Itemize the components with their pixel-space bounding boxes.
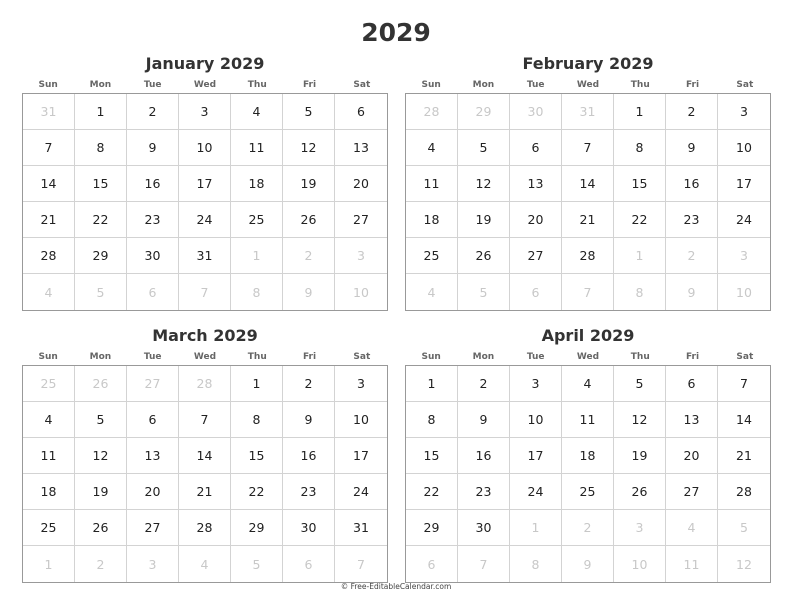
day-cell: 18 <box>406 202 458 238</box>
day-cell: 22 <box>614 202 666 238</box>
day-cell: 2 <box>127 94 179 130</box>
day-cell-adjacent-month: 2 <box>562 510 614 546</box>
day-cell-adjacent-month: 3 <box>127 546 179 582</box>
day-cell: 17 <box>335 438 387 474</box>
day-cell: 14 <box>562 166 614 202</box>
day-cell: 16 <box>127 166 179 202</box>
weekday-header-row <box>22 349 388 365</box>
month-march <box>22 325 388 583</box>
day-cell-adjacent-month: 9 <box>666 274 718 310</box>
weekday-label: Mon <box>89 352 112 362</box>
day-cell: 3 <box>510 366 562 402</box>
day-cell-adjacent-month: 8 <box>614 274 666 310</box>
day-cell: 18 <box>23 474 75 510</box>
day-cell-adjacent-month: 4 <box>23 274 75 310</box>
day-cell: 25 <box>23 510 75 546</box>
month-title: January 2029 <box>145 54 265 73</box>
day-cell: 26 <box>614 474 666 510</box>
weekday-label: Sat <box>736 80 754 90</box>
weekday-label: Tue <box>143 80 162 90</box>
day-cell-adjacent-month: 3 <box>335 238 387 274</box>
day-cell: 31 <box>179 238 231 274</box>
day-cell-adjacent-month: 5 <box>231 546 283 582</box>
day-cell-adjacent-month: 9 <box>283 274 335 310</box>
weekday-label: Tue <box>143 352 162 362</box>
day-cell: 30 <box>458 510 510 546</box>
day-cell-adjacent-month: 7 <box>357 556 365 572</box>
day-cell: 23 <box>666 202 718 238</box>
day-cell: 17 <box>510 438 562 474</box>
day-cell: 14 <box>179 438 231 474</box>
day-cell-adjacent-month: 1 <box>231 238 283 274</box>
weekday-header-row <box>22 77 388 93</box>
day-cell-adjacent-month: 30 <box>510 94 562 130</box>
day-cell: 4 <box>23 402 75 438</box>
weekday-label: Wed <box>193 352 217 362</box>
day-grid <box>22 365 388 583</box>
day-cell: 16 <box>666 166 718 202</box>
weekday-header-row <box>405 349 771 365</box>
day-cell: 1 <box>231 366 283 402</box>
day-cell-adjacent-month: 7 <box>458 546 510 582</box>
day-cell: 28 <box>718 474 770 510</box>
day-cell: 15 <box>406 438 458 474</box>
day-cell: 31 <box>335 510 387 546</box>
day-cell: 15 <box>231 438 283 474</box>
day-cell: 22 <box>406 474 458 510</box>
day-cell: 1 <box>614 94 666 130</box>
weekday-header-row <box>405 77 771 93</box>
day-cell: 6 <box>510 130 562 166</box>
day-grid <box>405 93 771 311</box>
day-cell-adjacent-month: 6 <box>283 546 335 582</box>
day-cell-adjacent-month: 26 <box>75 366 127 402</box>
day-cell: 17 <box>718 166 770 202</box>
day-cell: 14 <box>718 402 770 438</box>
day-cell: 10 <box>335 402 387 438</box>
day-cell-adjacent-month: 27 <box>127 366 179 402</box>
day-cell: 19 <box>458 202 510 238</box>
day-cell-adjacent-month: 1 <box>23 546 75 582</box>
day-cell: 20 <box>127 474 179 510</box>
day-cell: 24 <box>335 474 387 510</box>
day-cell: 6 <box>666 366 718 402</box>
day-cell: 3 <box>718 94 770 130</box>
weekday-label: Sat <box>353 352 371 362</box>
weekday-label: Thu <box>630 80 650 90</box>
day-cell: 24 <box>510 474 562 510</box>
day-cell-adjacent-month: 8 <box>231 274 283 310</box>
day-cell-adjacent-month: 3 <box>718 238 770 274</box>
day-cell: 11 <box>562 402 614 438</box>
day-grid <box>405 365 771 583</box>
day-cell: 21 <box>23 202 75 238</box>
day-cell-adjacent-month: 2 <box>75 546 127 582</box>
day-cell: 29 <box>231 510 283 546</box>
day-cell-adjacent-month: 31 <box>562 94 614 130</box>
month-february <box>405 53 771 311</box>
weekday-label: Thu <box>247 352 267 362</box>
day-cell-adjacent-month: 9 <box>562 546 614 582</box>
day-cell: 10 <box>179 130 231 166</box>
day-cell: 15 <box>75 166 127 202</box>
day-cell-adjacent-month: 12 <box>736 556 752 572</box>
day-cell-adjacent-month: 10 <box>736 284 752 300</box>
day-cell: 5 <box>614 366 666 402</box>
day-cell: 13 <box>666 402 718 438</box>
day-cell-adjacent-month: 10 <box>353 284 369 300</box>
day-cell-adjacent-month: 1 <box>510 510 562 546</box>
day-cell-adjacent-month: 7 <box>562 274 614 310</box>
copyright-footer: © Free-EditableCalendar.com <box>340 582 452 591</box>
day-cell: 11 <box>231 130 283 166</box>
day-cell-adjacent-month: 5 <box>458 274 510 310</box>
day-cell: 28 <box>179 510 231 546</box>
day-cell: 18 <box>562 438 614 474</box>
day-cell: 19 <box>283 166 335 202</box>
day-cell: 29 <box>75 238 127 274</box>
day-cell-adjacent-month: 29 <box>458 94 510 130</box>
day-cell: 12 <box>458 166 510 202</box>
day-cell-adjacent-month: 2 <box>666 238 718 274</box>
day-cell: 1 <box>406 366 458 402</box>
day-cell: 8 <box>614 130 666 166</box>
day-cell: 7 <box>179 402 231 438</box>
weekday-label: Sun <box>38 80 58 90</box>
day-cell: 11 <box>406 166 458 202</box>
weekday-label: Tue <box>526 80 545 90</box>
day-cell-adjacent-month: 11 <box>666 546 718 582</box>
day-cell: 4 <box>231 94 283 130</box>
day-cell-adjacent-month: 4 <box>406 274 458 310</box>
weekday-label: Fri <box>302 80 317 90</box>
weekday-label: Fri <box>302 352 317 362</box>
day-cell: 15 <box>614 166 666 202</box>
weekday-label: Sat <box>736 352 754 362</box>
day-cell: 8 <box>231 402 283 438</box>
day-cell: 29 <box>406 510 458 546</box>
day-cell: 7 <box>23 130 75 166</box>
weekday-label: Fri <box>685 352 700 362</box>
weekday-label: Mon <box>89 80 112 90</box>
day-cell: 25 <box>562 474 614 510</box>
day-cell-adjacent-month: 2 <box>283 238 335 274</box>
day-cell: 12 <box>283 130 335 166</box>
day-cell: 1 <box>75 94 127 130</box>
day-cell: 20 <box>335 166 387 202</box>
day-grid <box>22 93 388 311</box>
day-cell: 26 <box>283 202 335 238</box>
day-cell: 13 <box>127 438 179 474</box>
day-cell: 22 <box>231 474 283 510</box>
day-cell: 23 <box>283 474 335 510</box>
day-cell-adjacent-month: 4 <box>179 546 231 582</box>
month-title: March 2029 <box>152 326 258 345</box>
day-cell: 20 <box>510 202 562 238</box>
day-cell-adjacent-month: 25 <box>23 366 75 402</box>
day-cell: 9 <box>283 402 335 438</box>
weekday-label: Tue <box>526 352 545 362</box>
month-april <box>405 325 771 583</box>
day-cell: 21 <box>179 474 231 510</box>
day-cell: 18 <box>231 166 283 202</box>
day-cell: 20 <box>666 438 718 474</box>
day-cell: 2 <box>283 366 335 402</box>
day-cell: 27 <box>666 474 718 510</box>
weekday-label: Mon <box>472 352 495 362</box>
day-cell: 24 <box>718 202 770 238</box>
day-cell-adjacent-month: 6 <box>510 274 562 310</box>
day-cell-adjacent-month: 28 <box>406 94 458 130</box>
weekday-label: Thu <box>630 352 650 362</box>
day-cell: 2 <box>458 366 510 402</box>
weekday-label: Wed <box>193 80 217 90</box>
day-cell: 25 <box>406 238 458 274</box>
day-cell: 6 <box>335 94 387 130</box>
month-title: April 2029 <box>541 326 635 345</box>
day-cell: 6 <box>127 402 179 438</box>
weekday-label: Sun <box>421 80 441 90</box>
day-cell: 4 <box>406 130 458 166</box>
day-cell: 14 <box>23 166 75 202</box>
day-cell: 11 <box>23 438 75 474</box>
day-cell: 8 <box>406 402 458 438</box>
day-cell: 2 <box>666 94 718 130</box>
day-cell: 24 <box>179 202 231 238</box>
day-cell: 21 <box>718 438 770 474</box>
day-cell: 27 <box>335 202 387 238</box>
month-title: February 2029 <box>522 54 654 73</box>
day-cell: 3 <box>335 366 387 402</box>
day-cell: 22 <box>75 202 127 238</box>
day-cell-adjacent-month: 10 <box>614 546 666 582</box>
day-cell: 4 <box>562 366 614 402</box>
day-cell: 27 <box>510 238 562 274</box>
day-cell: 30 <box>283 510 335 546</box>
month-january <box>22 53 388 311</box>
day-cell: 7 <box>718 366 770 402</box>
day-cell: 10 <box>718 130 770 166</box>
weekday-label: Sun <box>38 352 58 362</box>
day-cell: 16 <box>458 438 510 474</box>
year-title: 2029 <box>361 18 431 47</box>
day-cell-adjacent-month: 31 <box>23 94 75 130</box>
day-cell-adjacent-month: 6 <box>127 274 179 310</box>
day-cell: 3 <box>179 94 231 130</box>
day-cell: 28 <box>562 238 614 274</box>
day-cell-adjacent-month: 1 <box>614 238 666 274</box>
weekday-label: Wed <box>576 80 600 90</box>
day-cell: 5 <box>458 130 510 166</box>
day-cell: 16 <box>283 438 335 474</box>
day-cell: 10 <box>510 402 562 438</box>
weekday-label: Sun <box>421 352 441 362</box>
day-cell-adjacent-month: 3 <box>614 510 666 546</box>
day-cell-adjacent-month: 6 <box>406 546 458 582</box>
day-cell-adjacent-month: 28 <box>179 366 231 402</box>
day-cell: 23 <box>127 202 179 238</box>
day-cell: 13 <box>510 166 562 202</box>
day-cell: 19 <box>614 438 666 474</box>
day-cell: 5 <box>283 94 335 130</box>
day-cell-adjacent-month: 7 <box>179 274 231 310</box>
day-cell: 26 <box>458 238 510 274</box>
day-cell: 9 <box>666 130 718 166</box>
day-cell: 9 <box>458 402 510 438</box>
day-cell: 8 <box>75 130 127 166</box>
day-cell: 19 <box>75 474 127 510</box>
day-cell-adjacent-month: 4 <box>666 510 718 546</box>
day-cell: 12 <box>75 438 127 474</box>
day-cell: 27 <box>127 510 179 546</box>
day-cell-adjacent-month: 5 <box>718 510 770 546</box>
day-cell: 23 <box>458 474 510 510</box>
day-cell: 28 <box>23 238 75 274</box>
day-cell: 5 <box>75 402 127 438</box>
weekday-label: Fri <box>685 80 700 90</box>
weekday-label: Mon <box>472 80 495 90</box>
day-cell: 17 <box>179 166 231 202</box>
weekday-label: Thu <box>247 80 267 90</box>
day-cell: 25 <box>231 202 283 238</box>
day-cell: 9 <box>127 130 179 166</box>
day-cell: 12 <box>614 402 666 438</box>
day-cell-adjacent-month: 5 <box>75 274 127 310</box>
day-cell-adjacent-month: 8 <box>510 546 562 582</box>
day-cell: 13 <box>335 130 387 166</box>
day-cell: 21 <box>562 202 614 238</box>
weekday-label: Wed <box>576 352 600 362</box>
day-cell: 30 <box>127 238 179 274</box>
weekday-label: Sat <box>353 80 371 90</box>
day-cell: 26 <box>75 510 127 546</box>
day-cell: 7 <box>562 130 614 166</box>
